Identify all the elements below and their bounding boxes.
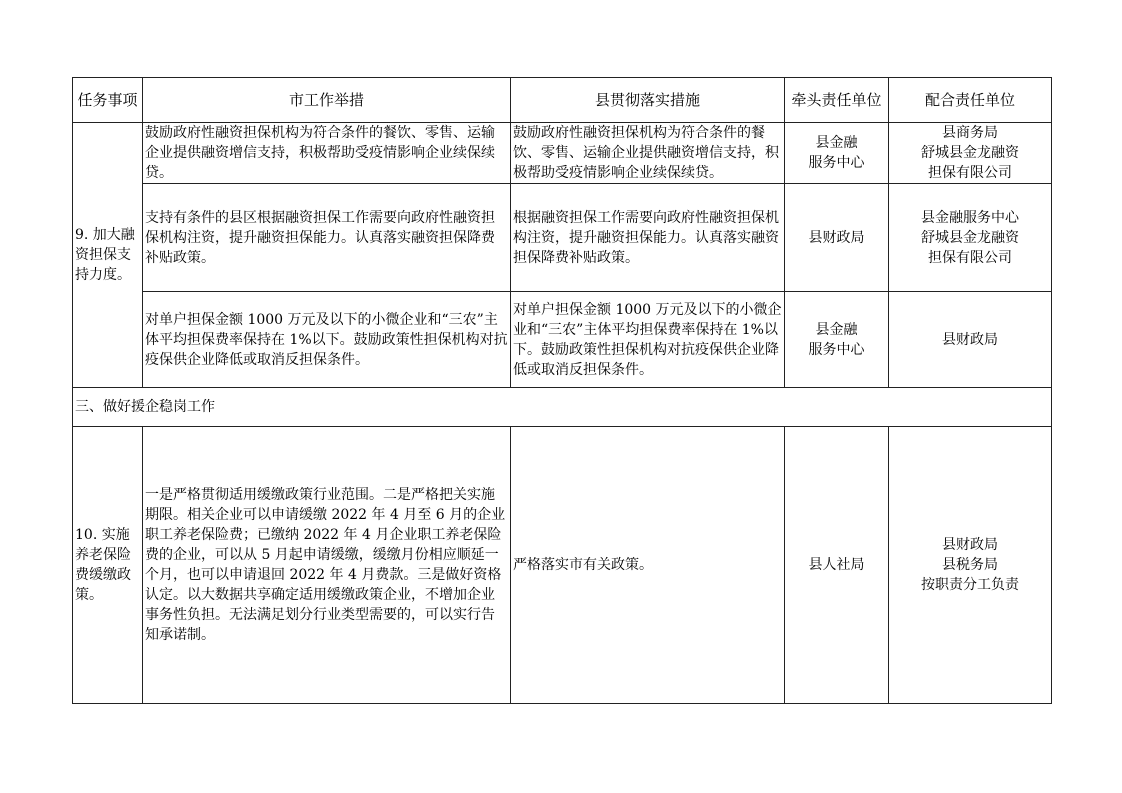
header-support-unit: 配合责任单位 <box>889 78 1052 123</box>
support-unit-line: 县金融服务中心 <box>921 209 1019 226</box>
county-measure: 严格落实市有关政策。 <box>511 427 785 704</box>
county-measure: 根据融资担保工作需要向政府性融资担保机构注资，提升融资担保能力。认真落实融资担保降费补贴政策。 <box>511 184 785 292</box>
county-measure: 对单户担保金额 1000 万元及以下的小微企业和“三农”主体平均担保费率保持在 1%以下。鼓励政策性担保机构对抗疫保供企业降低或取消反担保条件。 <box>511 292 785 388</box>
policy-table <box>72 77 1052 704</box>
county-measure: 鼓励政府性融资担保机构为符合条件的餐饮、零售、运输企业提供融资增信支持，积极帮助受疫情影响企业续保续贷。 <box>511 123 785 184</box>
task-9-name: 9. 加大融资担保支持力度。 <box>73 123 143 388</box>
header-task: 任务事项 <box>73 78 143 123</box>
support-unit-line: 县商务局 <box>942 125 998 141</box>
lead-unit-line: 县金融 <box>815 321 858 338</box>
lead-unit <box>785 427 889 704</box>
support-unit-line: 县财政局 <box>942 331 998 348</box>
support-unit-line: 担保有限公司 <box>928 165 1012 181</box>
lead-unit-line: 县人社局 <box>808 557 865 573</box>
section-row <box>73 388 1052 427</box>
support-unit <box>889 184 1052 292</box>
support-unit-line: 按职责分工负责 <box>921 577 1019 593</box>
header-county-measures: 县贯彻落实措施 <box>511 78 785 123</box>
lead-unit-line: 县财政局 <box>808 229 865 246</box>
lead-unit-line: 县金融 <box>815 135 858 151</box>
table-row <box>73 184 1052 292</box>
table-row <box>73 292 1052 388</box>
header-city-measures: 市工作举措 <box>143 78 511 123</box>
support-unit-line: 担保有限公司 <box>928 249 1012 266</box>
section-heading: 三、做好援企稳岗工作 <box>73 388 1052 427</box>
city-measure: 鼓励政府性融资担保机构为符合条件的餐饮、零售、运输企业提供融资增信支持，积极帮助受疫情影响企业续保续贷。 <box>143 123 511 184</box>
support-unit-line: 舒城县金龙融资 <box>921 229 1019 246</box>
table-row <box>73 427 1052 704</box>
support-unit-line: 县财政局 <box>942 537 998 553</box>
header-row <box>73 78 1052 123</box>
lead-unit-line: 服务中心 <box>808 155 865 171</box>
support-unit <box>889 427 1052 704</box>
city-measure: 支持有条件的县区根据融资担保工作需要向政府性融资担保机构注资，提升融资担保能力。认真落实融资担保降费补贴政策。 <box>143 184 511 292</box>
lead-unit <box>785 292 889 388</box>
support-unit <box>889 292 1052 388</box>
support-unit <box>889 123 1052 184</box>
support-unit-line: 县税务局 <box>942 557 998 573</box>
header-lead-unit: 牵头责任单位 <box>785 78 889 123</box>
support-unit-line: 舒城县金龙融资 <box>921 145 1019 161</box>
table-row <box>73 123 1052 184</box>
lead-unit <box>785 123 889 184</box>
city-measure: 对单户担保金额 1000 万元及以下的小微企业和“三农”主体平均担保费率保持在 1%以下。鼓励政策性担保机构对抗疫保供企业降低或取消反担保条件。 <box>143 292 511 388</box>
task-10-name: 10. 实施养老保险费缓缴政策。 <box>73 427 143 704</box>
lead-unit <box>785 184 889 292</box>
lead-unit-line: 服务中心 <box>808 341 865 358</box>
city-measure: 一是严格贯彻适用缓缴政策行业范围。二是严格把关实施期限。相关企业可以申请缓缴 2022 年 4 月至 6 月的企业职工养老保险费；已缴纳 2022 年 4 月企业职工养老保险费的企业，可以从 5 月起申请缓缴，缓缴月份相应顺延一个月，也可以申请退回 2022 年 4 月费款。三是做好资格认定。以大数据共享确定适用缓缴政策企业，不增加企业事务性负担。无法满足划分行业类型需要的，可以实行告知承诺制。 <box>143 427 511 704</box>
